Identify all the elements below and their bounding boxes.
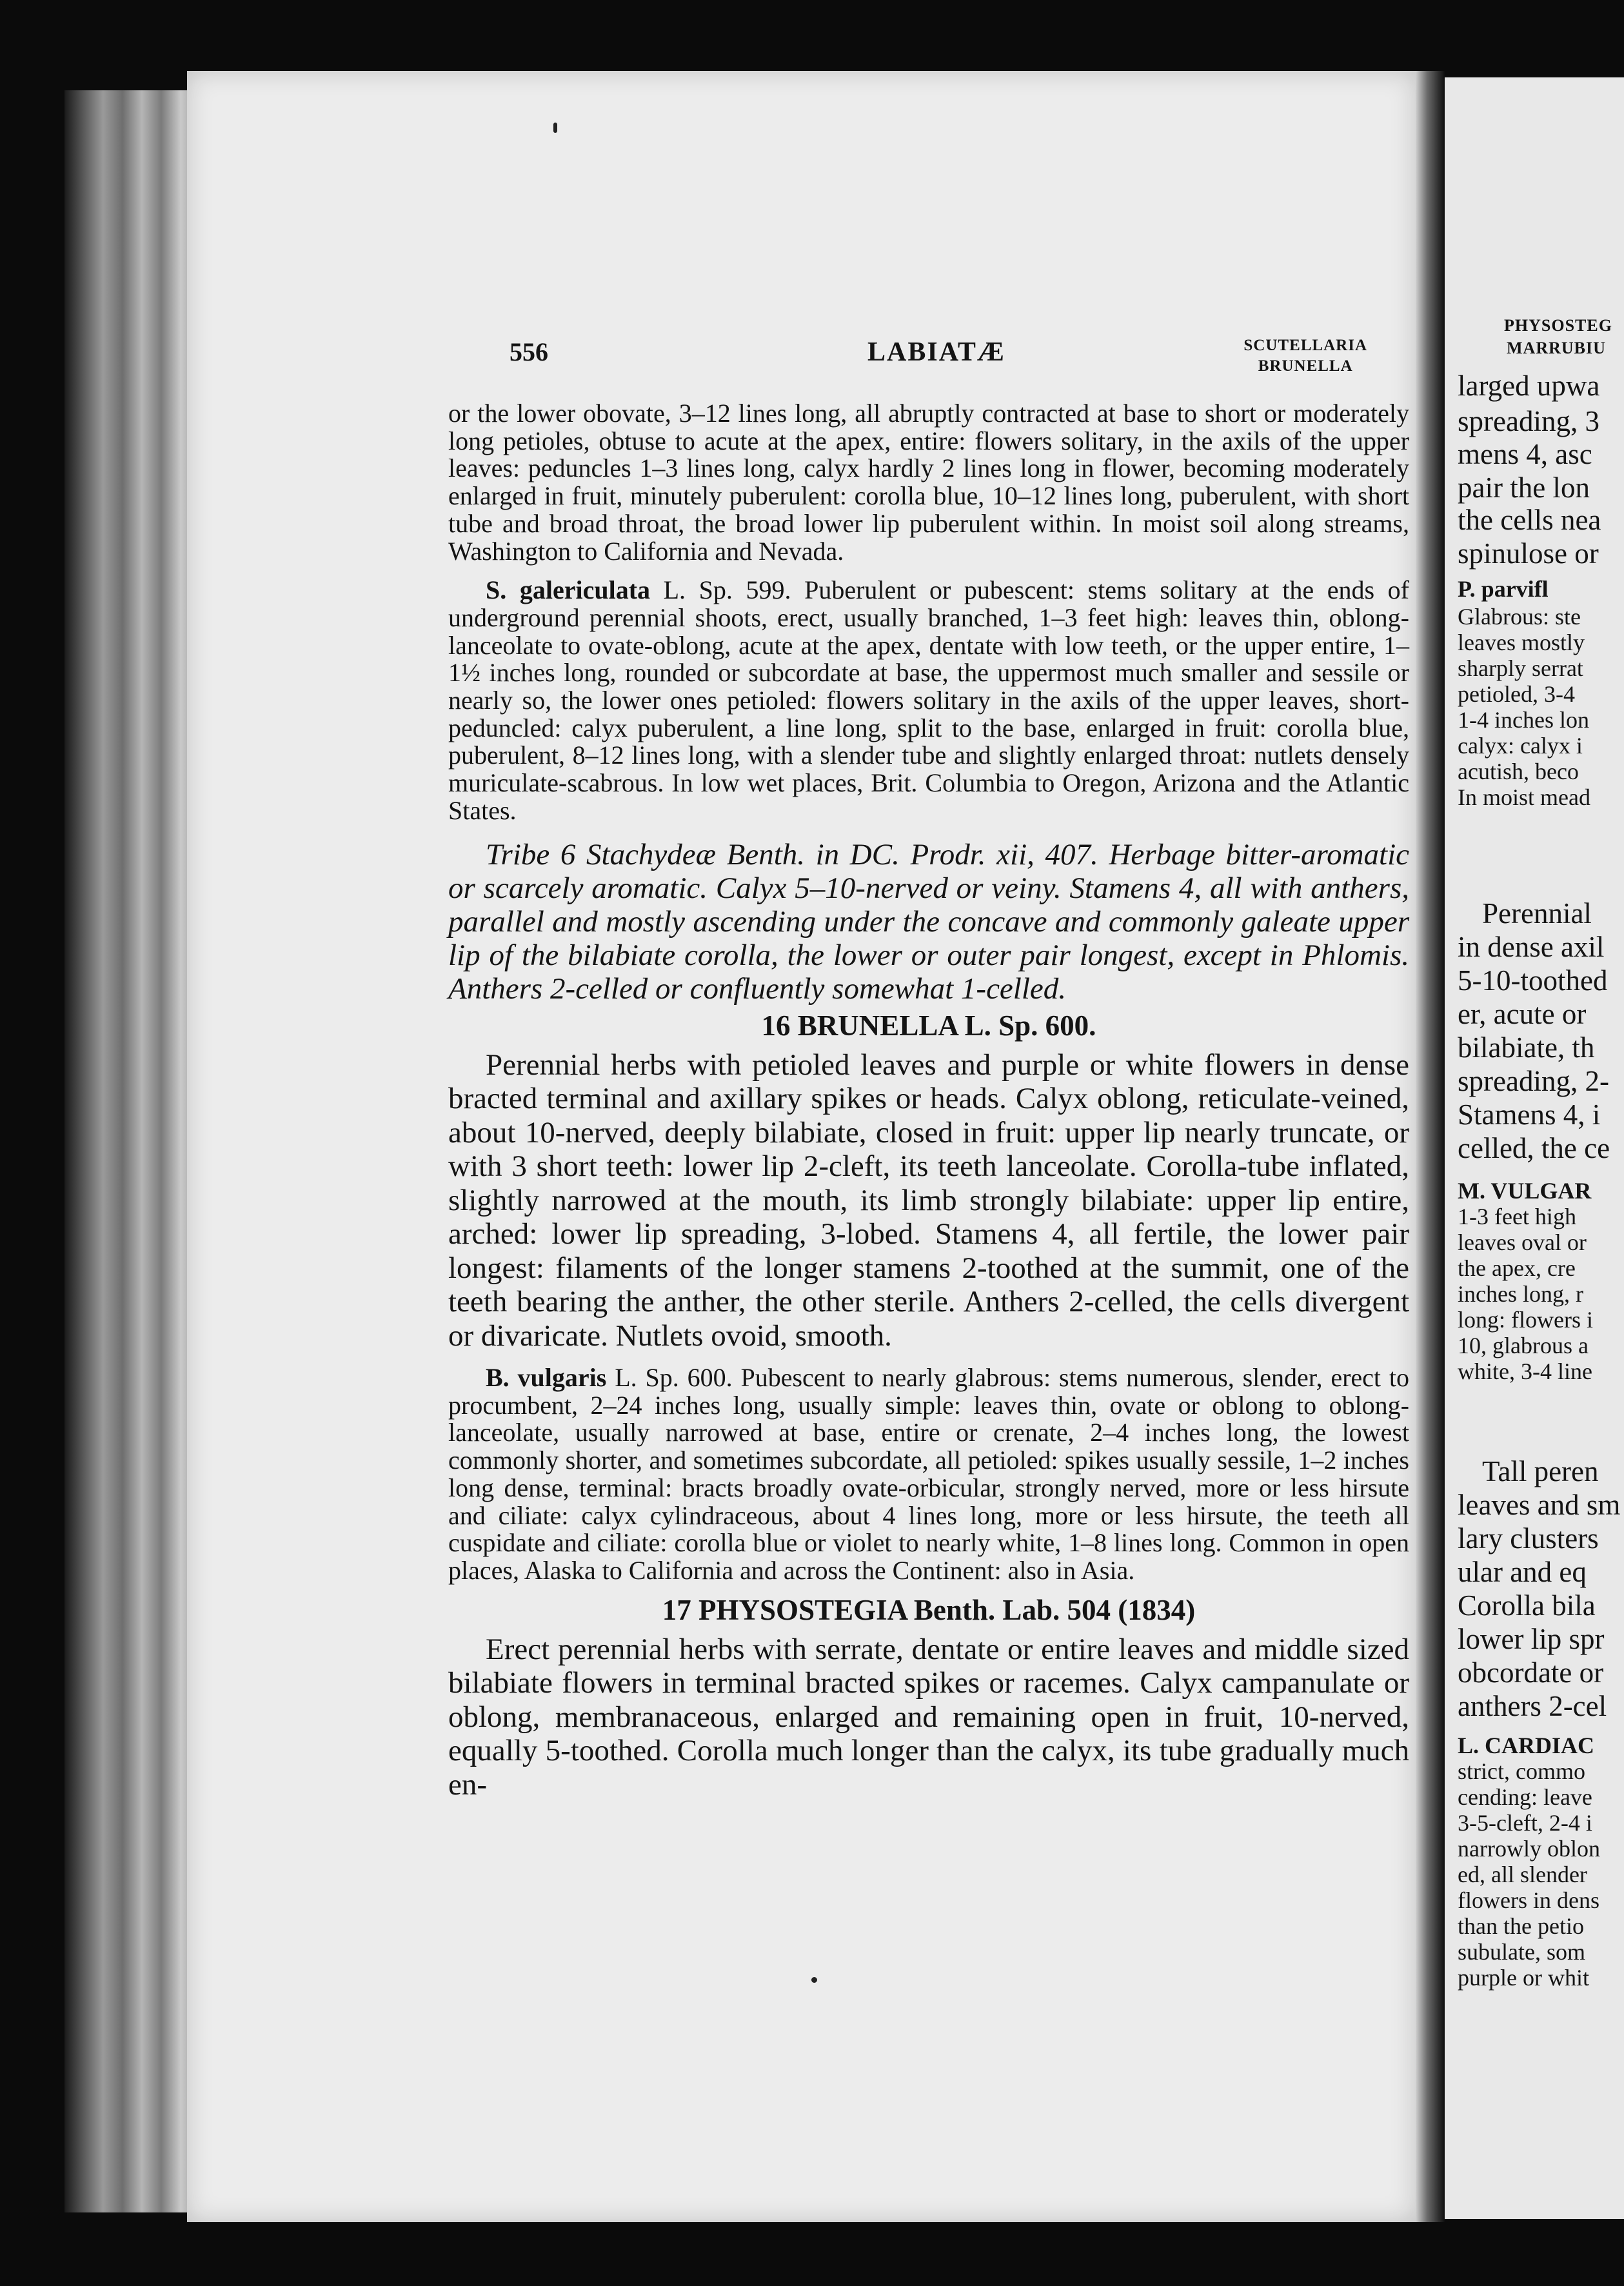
right-page-line: Glabrous: ste <box>1458 604 1581 630</box>
right-page-line: 1-3 feet high <box>1458 1204 1576 1229</box>
right-page-line: purple or whit <box>1458 1965 1589 1991</box>
right-page-fragment <box>1445 77 1624 2219</box>
right-page-line: Perennial <box>1482 897 1592 929</box>
right-page-line: subulate, som <box>1458 1939 1585 1965</box>
right-page-line: ular and eq <box>1458 1556 1587 1588</box>
genus-heading-physostegia: 17 PHYSOSTEGIA Benth. Lab. 504 (1834) <box>662 1593 1196 1626</box>
right-page-line: acutish, beco <box>1458 759 1579 784</box>
right-page-line: spinulose or <box>1458 537 1599 570</box>
genus-range-bottom: BRUNELLA <box>1258 357 1353 375</box>
species-continuation-paragraph: or the lower obovate, 3–12 lines long, all abruptly contracted at base to short or moderately long petioles, obtuse to acute at the apex, entire: flowers solitary, in the axils of the upper leaves: peduncles 1–3 lines long, calyx hardly 2 lines long in flower, becoming moderately enlarged in fruit, minutely puberulent: corolla blue, 10–12 lines long, puberulent, with short tube and broad throat, the broad lower lip puberulent within. In moist soil along streams, Washington to California and Nevada. <box>448 399 1409 566</box>
right-page-line: lower lip spr <box>1458 1623 1605 1655</box>
genus-heading-brunella: 16 BRUNELLA L. Sp. 600. <box>761 1009 1096 1042</box>
right-page-line: 10, glabrous a <box>1458 1333 1589 1358</box>
species-name: S. galericulata <box>486 575 651 605</box>
right-page-line: er, acute or <box>1458 998 1587 1030</box>
right-page-line: Tall peren <box>1482 1455 1599 1487</box>
right-page-line: petioled, 3-4 <box>1458 681 1575 707</box>
main-text <box>448 400 1409 1802</box>
tribe-paragraph: Tribe 6 Stachydeæ Benth. in DC. Prodr. xii, 407. Herbage bitter-aromatic or scarcely aromatic. Calyx 5–10-nerved or veiny. Stamens 4, all with anthers, parallel and mostly ascending under the concave and commonly galeate upper lip of the bilabiate corolla, the lower or outer pair longest, except in Phlomis. Anthers 2-celled or confluently somewhat 1-celled. <box>448 837 1409 1006</box>
species-galericulata-paragraph <box>448 577 1409 824</box>
running-header <box>510 329 1367 381</box>
right-page-line: P. parvifl <box>1458 576 1549 602</box>
right-header-bottom: MARRUBIU <box>1507 339 1606 357</box>
right-page-line: pair the lon <box>1458 472 1590 504</box>
right-page-line: spreading, 2- <box>1458 1065 1609 1097</box>
species-name: B. vulgaris <box>486 1363 607 1393</box>
right-page-line: the apex, cre <box>1458 1255 1576 1281</box>
book-page-edges <box>64 90 193 2212</box>
right-page-line: 3-5-cleft, 2-4 i <box>1458 1810 1592 1836</box>
right-page-line: bilabiate, th <box>1458 1031 1595 1064</box>
right-page-line: mens 4, asc <box>1458 438 1592 470</box>
right-page-line: celled, the ce <box>1458 1132 1610 1164</box>
right-page-line: calyx: calyx i <box>1458 733 1583 759</box>
right-page-line: Corolla bila <box>1458 1589 1596 1622</box>
right-page-line: 5-10-toothed <box>1458 964 1608 997</box>
book-gutter <box>1416 71 1445 2222</box>
right-page-line: anthers 2-cel <box>1458 1690 1607 1722</box>
running-title: LABIATÆ <box>867 337 1005 367</box>
right-page-line: L. CARDIAC <box>1458 1733 1595 1758</box>
right-page-line: leaves and sm <box>1458 1489 1621 1521</box>
right-page-line: In moist mead <box>1458 784 1590 810</box>
right-page-line: M. VULGAR <box>1458 1178 1592 1204</box>
right-page-line: obcordate or <box>1458 1656 1604 1689</box>
right-page-line: larged upwa <box>1458 370 1600 402</box>
genus-description-brunella: Perennial herbs with petioled leaves and purple or white flowers in dense bracted terminal and axillary spikes or heads. Calyx oblong, reticulate-veined, about 10-nerved, deeply bilabiate, closed in fruit: upper lip nearly truncate, or with 3 short teeth: lower lip 2-cleft, its teeth lanceolate. Corolla-tube inflated, slightly narrowed at the mouth, its limb strongly bilabiate: upper lip entire, arched: lower lip spreading, 3-lobed. Stamens 4, all fertile, the lower pair longest: filaments of the longer stamens 2-toothed at the summit, one of the teeth bearing the anther, the other sterile. Anthers 2-celled, the cells divergent or divaricate. Nutlets ovoid, smooth. <box>448 1048 1409 1353</box>
species-description: L. Sp. 600. Pubescent to nearly glabrous: stems numerous, slender, erect to procumbent, 2–24 inches long, usually simple: leaves thin, ovate or oblong to oblong-lanceolate, usually narrowed at base, entire or crenate, 2–4 inches long, the lowest commonly shorter, and sometimes subcordate, all petioled: spikes usually sessile, 1–2 inches long dense, terminal: bracts broadly ovate-orbicular, strongly nerved, more or less hirsute and ciliate: calyx cylindraceous, about 4 lines long, more or less hirsute, the teeth all cuspidate and ciliate: corolla blue or violet to nearly white, 1–8 lines long. Common in open places, Alaska to California and across the Continent: also in Asia. <box>448 1363 1409 1585</box>
right-page-line: strict, commo <box>1458 1758 1585 1784</box>
species-description: L. Sp. 599. Puberulent or pubescent: stems solitary at the ends of underground perennial shoots, erect, usually branched, 1–3 feet high: leaves thin, oblong-lanceolate to ovate-oblong, acute at the apex, dentate with low teeth, or the upper entire, 1–1½ inches long, rounded or subcordate at base, the uppermost much smaller and sessile or nearly so, the lower ones petioled: flowers solitary in the axils of the upper leaves, short-peduncled: calyx puberulent, a line long, split to the base, enlarged in fruit: corolla blue, puberulent, 8–12 lines long, with a slender tube and slightly enlarged throat: nutlets densely muriculate-scabrous. In low wet places, Brit. Columbia to Oregon, Arizona and the Atlantic States. <box>448 575 1409 825</box>
right-page-line: sharply serrat <box>1458 655 1583 681</box>
page-number: 556 <box>510 337 548 366</box>
right-page-line: spreading, 3 <box>1458 405 1599 437</box>
right-page-line: than the petio <box>1458 1913 1584 1939</box>
right-page-line: Stamens 4, i <box>1458 1098 1601 1131</box>
species-vulgaris-paragraph <box>448 1364 1409 1585</box>
right-page-line: lary clusters <box>1458 1522 1599 1555</box>
right-page-line: cending: leave <box>1458 1784 1592 1810</box>
right-page-line: inches long, r <box>1458 1281 1583 1307</box>
genus-description-physostegia: Erect perennial herbs with serrate, dentate or entire leaves and middle sized bilabiate flowers in terminal bracted spikes or racemes. Calyx campanulate or oblong, membranaceous, enlarged and remaining open in fruit, 10-nerved, equally 5-toothed. Corolla much longer than the calyx, its tube gradually much en- <box>448 1632 1409 1802</box>
right-page-line: 1-4 inches lon <box>1458 707 1589 733</box>
right-page-line: in dense axil <box>1458 931 1605 963</box>
genus-range <box>1243 335 1367 377</box>
ink-speck <box>811 1977 817 1983</box>
right-page-line: leaves oval or <box>1458 1229 1587 1255</box>
ink-speck <box>553 123 557 133</box>
right-page-line: leaves mostly <box>1458 630 1585 655</box>
right-page-line: narrowly oblon <box>1458 1836 1600 1862</box>
right-page-line: the cells nea <box>1458 504 1601 536</box>
right-page-line: ed, all slender <box>1458 1862 1587 1887</box>
right-header-top: PHYSOSTEG <box>1504 316 1612 335</box>
right-page-line: white, 3-4 line <box>1458 1358 1592 1384</box>
right-page-line: long: flowers i <box>1458 1307 1593 1333</box>
right-page-line: flowers in dens <box>1458 1887 1599 1913</box>
genus-range-top: SCUTELLARIA <box>1243 337 1367 354</box>
